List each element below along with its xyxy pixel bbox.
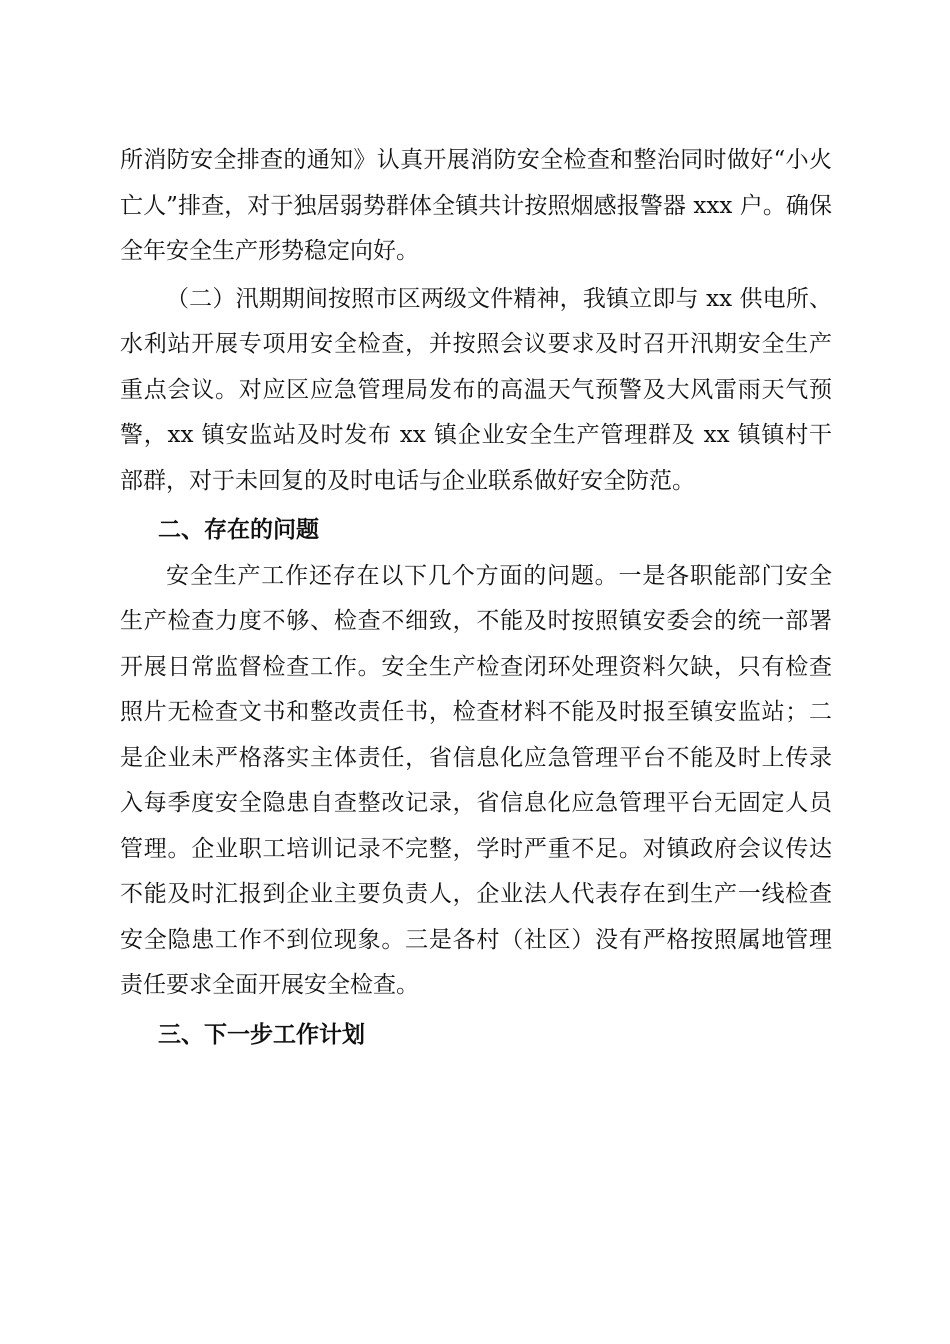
document-page bbox=[120, 138, 832, 1058]
heading-problems: 二、存在的问题 bbox=[158, 517, 319, 543]
heading-next-plan: 三、下一步工作计划 bbox=[158, 1021, 365, 1048]
paragraph-continuation: 所消防安全排查的通知》认真开展消防安全检查和整治同时做好“小火亡人”排查，对于独居弱势群体全镇共计按照烟感报警器 xxx 户。确保全年安全生产形势稳定向好。 bbox=[120, 147, 832, 264]
paragraph-problems: 安全生产工作还存在以下几个方面的问题。一是各职能部门安全生产检查力度不够、检查不细致，不能及时按照镇安委会的统一部署开展日常监督检查工作。安全生产检查闭环处理资料欠缺，只有检查照片无检查文书和整改责任书，检查材料不能及时报至镇安监站；二是企业未严格落实主体责任，省信息化应急管理平台不能及时上传录入每季度安全隐患自查整改记录，省信息化应急管理平台无固定人员管理。企业职工培训记录不完整，学时严重不足。对镇政府会议传达不能及时汇报到企业主要负责人，企业法人代表存在到生产一线检查安全隐患工作不到位现象。三是各村（社区）没有严格按照属地管理责任要求全面开展安全检查。 bbox=[120, 562, 832, 998]
paragraph-flood-season: （二）汛期期间按照市区两级文件精神，我镇立即与 xx 供电所、水利站开展专项用安全检查，并按照会议要求及时召开汛期安全生产重点会议。对应区应急管理局发布的高温天气预警及大风雷雨天气预警，xx 镇安监站及时发布 xx 镇企业安全生产管理群及 xx 镇镇村干部群，对于未回复的及时电话与企业联系做好安全防范。 bbox=[120, 285, 832, 494]
